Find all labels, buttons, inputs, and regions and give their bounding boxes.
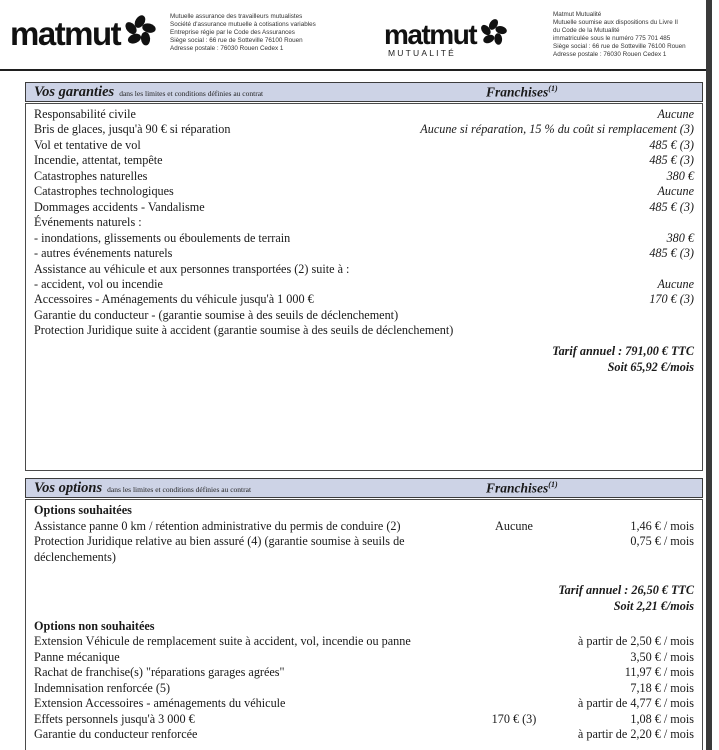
garantie-label: Vol et tentative de vol <box>34 137 141 152</box>
garantie-franchise: 380 € <box>666 168 694 183</box>
garanties-subtitle: dans les limites et conditions définies au contrat <box>119 89 264 98</box>
option-label: Rachat de franchise(s) "réparations garages agrées" <box>34 665 285 680</box>
table-row <box>34 184 694 199</box>
table-row <box>34 292 694 307</box>
table-row <box>34 107 694 122</box>
option-price: 7,18 € / mois <box>630 680 694 695</box>
legal-line: Adresse postale : 76030 Rouen Cedex 1 <box>170 45 284 52</box>
legal-line: Siège social : 66 rue de Sotteville 76100 Rouen <box>170 37 303 44</box>
garanties-title: Vos garanties <box>34 83 115 100</box>
table-row <box>34 215 694 230</box>
legal-line: Société d'assurance mutuelle à cotisations variables <box>170 21 316 28</box>
table-row <box>34 138 694 153</box>
garantie-franchise: 170 € (3) <box>649 292 694 307</box>
franchises-footnote-ref: (1) <box>548 479 558 489</box>
legal-line: Siège social : 66 rue de Sotteville 76100 Rouen <box>553 43 686 50</box>
legal-text-right <box>553 11 686 59</box>
matmut-star-icon <box>123 14 157 53</box>
garantie-label: Dommages accidents - Vandalisme <box>34 199 205 214</box>
garantie-label: Catastrophes naturelles <box>34 168 148 183</box>
garantie-label: Accessoires - Aménagements du véhicule jusqu'à 1 000 € <box>34 292 314 307</box>
table-row <box>34 665 694 681</box>
garantie-franchise: 485 € (3) <box>649 153 694 168</box>
table-row <box>34 681 694 697</box>
table-row <box>34 712 694 728</box>
option-price: 11,97 € / mois <box>624 665 694 680</box>
option-price: 1,46 € / mois <box>630 518 694 533</box>
legal-line: du Code de la Mutualité <box>553 27 620 34</box>
options-body <box>25 499 703 750</box>
tarif-mensuel: Soit 65,92 €/mois <box>607 359 694 374</box>
garantie-label: - autres événements naturels <box>34 246 173 261</box>
matmut-logo <box>10 14 157 53</box>
mutualite-label: MUTUALITÉ <box>388 48 456 58</box>
option-price: à partir de 2,20 € / mois <box>577 727 694 742</box>
options-table <box>25 478 703 750</box>
header-divider <box>0 69 706 71</box>
table-row <box>34 169 694 184</box>
option-price: à partir de 2,50 € / mois <box>577 634 694 649</box>
option-price: 3,50 € / mois <box>630 649 694 664</box>
table-row <box>34 231 694 246</box>
table-row <box>34 262 694 277</box>
option-franchise: 170 € (3) <box>491 711 537 726</box>
garanties-tarif-block <box>34 344 694 376</box>
garantie-franchise: Aucune <box>657 107 694 121</box>
options-group1-title: Options souhaitées <box>34 503 132 517</box>
option-price: à partir de 4,77 € / mois <box>577 696 694 711</box>
table-row <box>34 323 694 338</box>
options-subtitle: dans les limites et conditions définies au contrat <box>107 485 252 494</box>
table-row <box>34 277 694 292</box>
options-tarif-block <box>34 583 694 615</box>
garantie-franchise: 485 € (3) <box>649 246 694 261</box>
garantie-label: - accident, vol ou incendie <box>34 276 163 291</box>
legal-line: Mutuelle soumise aux dispositions du Livre II <box>553 19 678 26</box>
legal-line: immatriculée sous le numéro 775 701 485 <box>553 35 671 42</box>
matmut-wordmark: matmut <box>10 15 121 52</box>
garantie-label: Incendie, attentat, tempête <box>34 153 163 168</box>
tarif-annuel: Tarif annuel : 26,50 € TTC <box>558 583 694 597</box>
table-row <box>34 200 694 215</box>
table-row <box>34 122 694 137</box>
table-row <box>34 727 694 743</box>
option-label: Assistance panne 0 km / rétention administrative du permis de conduire (2) <box>34 518 401 533</box>
garantie-franchise: Aucune si réparation, 15 % du coût si remplacement (3) <box>420 122 694 137</box>
options-title: Vos options <box>34 479 103 496</box>
option-label: Panne mécanique <box>34 649 120 664</box>
options-header-band <box>25 478 703 498</box>
franchises-label: Franchises <box>486 480 549 496</box>
option-label: Extension Accessoires - aménagements du véhicule <box>34 696 286 711</box>
table-row <box>34 153 694 168</box>
garantie-franchise: 380 € <box>666 230 694 245</box>
garantie-franchise: 485 € (3) <box>649 199 694 214</box>
garantie-label: Assistance au véhicule et aux personnes transportées (2) suite à : <box>34 261 350 276</box>
tarif-mensuel: Soit 2,21 €/mois <box>613 598 694 613</box>
legal-line: Mutuelle assurance des travailleurs mutualistes <box>170 13 303 20</box>
garantie-label: - inondations, glissements ou éboulements de terrain <box>34 230 291 245</box>
option-label: Indemnisation renforcée (5) <box>34 680 171 695</box>
garanties-table <box>25 82 703 471</box>
options-group2-title: Options non souhaitées <box>34 618 155 633</box>
table-row <box>34 308 694 323</box>
garantie-label: Bris de glaces, jusqu'à 90 € si réparation <box>34 122 231 137</box>
page-edge-bar <box>706 0 712 750</box>
legal-text-left <box>170 13 316 53</box>
legal-line: Adresse postale : 76030 Rouen Cedex 1 <box>553 51 667 58</box>
table-row <box>34 634 694 650</box>
franchises-label: Franchises <box>486 84 549 100</box>
garantie-label: Catastrophes technologiques <box>34 184 174 199</box>
garantie-franchise: 485 € (3) <box>649 137 694 152</box>
legal-line: Entreprise régie par le Code des Assurances <box>170 29 295 36</box>
garanties-header-band <box>25 82 703 102</box>
garantie-franchise: Aucune <box>657 184 694 199</box>
matmut-wordmark: matmut <box>384 19 477 50</box>
table-row <box>34 246 694 261</box>
option-price: 0,75 € / mois <box>630 534 694 548</box>
option-price: 1,08 € / mois <box>630 711 694 726</box>
matmut-star-icon <box>479 18 508 52</box>
matmut-mutualite-logo <box>384 18 508 52</box>
garantie-label: Garantie du conducteur - (garantie soumise à des seuils de déclenchement) <box>34 307 399 322</box>
franchises-footnote-ref: (1) <box>548 83 558 93</box>
option-label: Protection Juridique relative au bien assuré (4) (garantie soumise à seuils de déclenchements) <box>34 534 405 564</box>
table-row <box>34 534 694 565</box>
garantie-label: Responsabilité civile <box>34 107 136 121</box>
option-label: Effets personnels jusqu'à 3 000 € <box>34 711 195 726</box>
franchises-column-header <box>486 84 558 101</box>
garanties-body <box>25 103 703 471</box>
garantie-label: Événements naturels : <box>34 215 142 230</box>
option-label: Extension Véhicule de remplacement suite à accident, vol, incendie ou panne <box>34 634 411 649</box>
garantie-label: Protection Juridique suite à accident (garantie soumise à des seuils de déclenchement) <box>34 323 454 338</box>
table-row <box>34 696 694 712</box>
option-label: Garantie du conducteur renforcée <box>34 727 198 742</box>
tarif-annuel: Tarif annuel : 791,00 € TTC <box>552 343 694 358</box>
table-row <box>34 519 694 535</box>
garantie-franchise: Aucune <box>657 276 694 291</box>
franchises-column-header <box>486 480 558 497</box>
option-franchise: Aucune <box>495 518 533 533</box>
legal-line: Matmut Mutualité <box>553 11 602 18</box>
table-row <box>34 650 694 666</box>
